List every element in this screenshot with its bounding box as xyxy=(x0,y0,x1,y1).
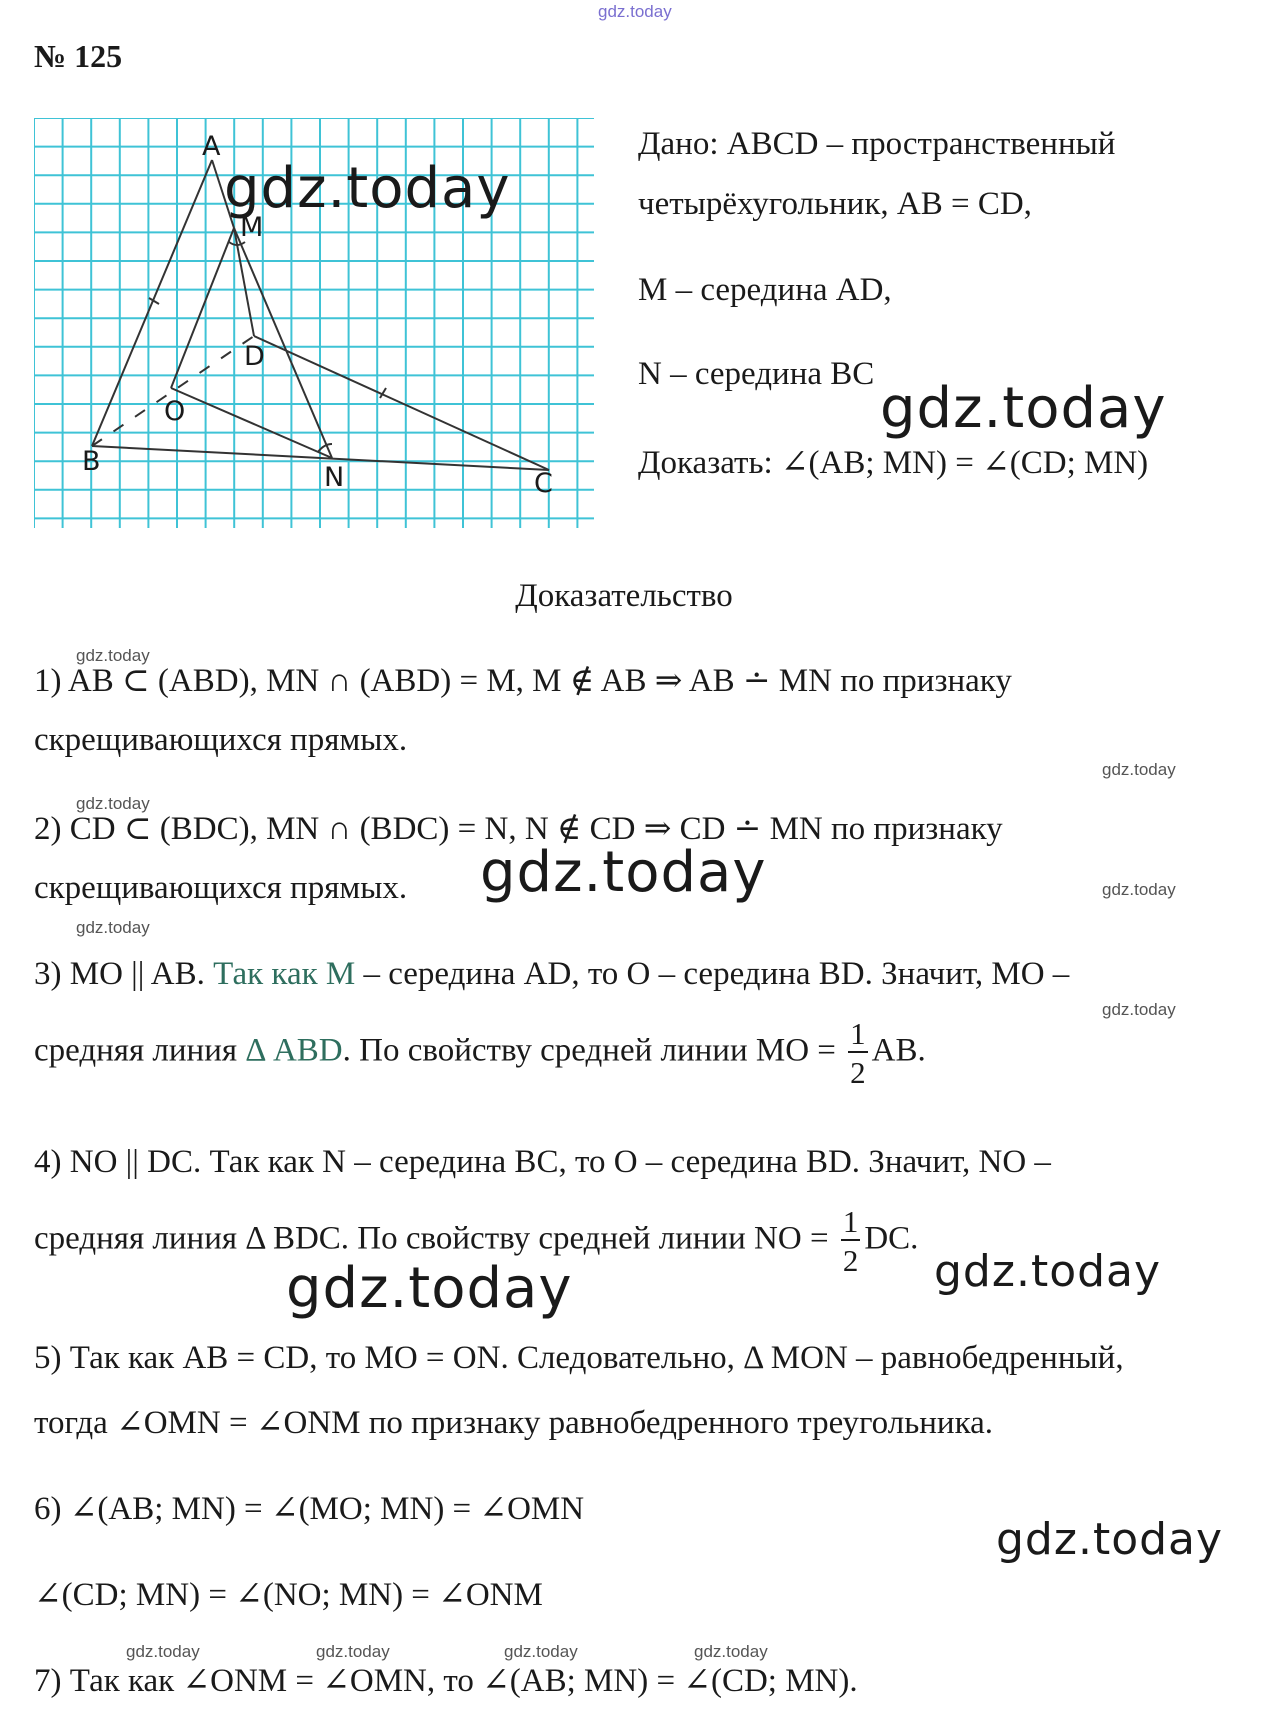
given-line-4: N – середина BC xyxy=(638,356,875,392)
step-7-line: 7) Так как ∠ONM = ∠OMN, то ∠(AB; MN) = ∠(CD; MN). xyxy=(34,1663,858,1699)
proof-heading: Доказательство xyxy=(515,578,733,614)
step-1-line-1: 1) AB ⊂ (ABD), MN ∩ (ABD) = M, M ∉ AB ⇒ AB ∸ MN по признаку xyxy=(34,663,1012,699)
step-4-text: DC. xyxy=(864,1220,919,1257)
watermark-big-step-4b: gdz.today xyxy=(934,1246,1162,1297)
watermark-big-diagram: gdz.today xyxy=(224,156,511,221)
watermark-small: gdz.today xyxy=(1102,880,1176,899)
label-D: D xyxy=(244,341,265,372)
watermark-small: gdz.today xyxy=(1102,760,1176,779)
step-5-line-2: тогда ∠OMN = ∠ONM по признаку равнобедренного треугольника. xyxy=(34,1405,993,1441)
step-2-line-2: скрещивающихся прямых. xyxy=(34,870,408,906)
step-4-line-1: 4) NO || DC. Так как N – середина BC, то O – середина BD. Значит, NO – xyxy=(34,1144,1051,1180)
watermark-small: gdz.today xyxy=(76,794,150,813)
label-C: C xyxy=(534,468,553,499)
step-3-text: . По свойству средней линии MO = xyxy=(342,1032,845,1069)
step-6-line-2: ∠(CD; MN) = ∠(NO; MN) = ∠ONM xyxy=(34,1577,543,1613)
fraction-one-half xyxy=(841,1206,861,1276)
watermark-big-step-4: gdz.today xyxy=(286,1256,573,1321)
fraction-one-half xyxy=(848,1018,868,1088)
step-5-line-1: 5) Так как AB = CD, то MO = ON. Следовательно, Δ MON – равнобедренный, xyxy=(34,1340,1124,1376)
watermark-small: gdz.today xyxy=(76,918,150,937)
step-6-line-1: 6) ∠(AB; MN) = ∠(MO; MN) = ∠OMN xyxy=(34,1491,585,1527)
watermark-small: gdz.today xyxy=(76,646,150,665)
given-line-2: четырёхугольник, AB = CD, xyxy=(638,186,1032,222)
watermark-big-step-2: gdz.today xyxy=(480,840,767,905)
label-B: B xyxy=(82,446,101,477)
watermark-small: gdz.today xyxy=(126,1642,200,1661)
step-3-highlight: Δ ABD xyxy=(245,1032,343,1069)
watermark-small: gdz.today xyxy=(1102,1000,1176,1019)
edge-MO xyxy=(171,228,234,388)
label-M: M xyxy=(240,212,264,243)
fraction-numerator: 1 xyxy=(842,1204,859,1239)
step-3-text: – середина AD, то O – середина BD. Значит, MO – xyxy=(355,956,1070,992)
step-4-text: средняя линия Δ BDC. По свойству средней линии NO = xyxy=(34,1220,837,1257)
watermark-small: gdz.today xyxy=(694,1642,768,1661)
fraction-denominator: 2 xyxy=(842,1243,859,1278)
step-3-highlight: Так как M xyxy=(213,956,356,992)
given-line-1: Дано: ABCD – пространственный xyxy=(638,126,1116,162)
watermark-small: gdz.today xyxy=(316,1642,390,1661)
step-2-line-1: 2) CD ⊂ (BDC), MN ∩ (BDC) = N, N ∉ CD ⇒ CD ∸ MN по признаку xyxy=(34,811,1003,847)
edge-BD-hidden xyxy=(92,336,254,446)
step-1-line-2: скрещивающихся прямых. xyxy=(34,722,408,758)
fraction-numerator: 1 xyxy=(850,1016,866,1051)
label-O: O xyxy=(164,396,186,427)
step-3-line-1 xyxy=(34,956,1069,993)
given-line-3: M – середина AD, xyxy=(638,272,892,308)
prove-line: Доказать: ∠(AB; MN) = ∠(CD; MN) xyxy=(638,445,1149,481)
label-A: A xyxy=(202,131,221,162)
watermark-top: gdz.today xyxy=(598,2,672,21)
watermark-big-step-6: gdz.today xyxy=(996,1514,1224,1565)
step-3-text: 3) MO || AB. xyxy=(34,956,214,992)
step-3-line-2 xyxy=(34,1018,926,1088)
problem-number: № 125 xyxy=(34,38,123,74)
step-3-text: AB. xyxy=(871,1032,926,1069)
label-N: N xyxy=(324,462,345,493)
fraction-denominator: 2 xyxy=(850,1055,866,1090)
edge-ON xyxy=(171,388,332,458)
watermark-big-given: gdz.today xyxy=(880,376,1167,441)
watermark-small: gdz.today xyxy=(504,1642,578,1661)
step-3-text: средняя линия xyxy=(34,1032,246,1069)
